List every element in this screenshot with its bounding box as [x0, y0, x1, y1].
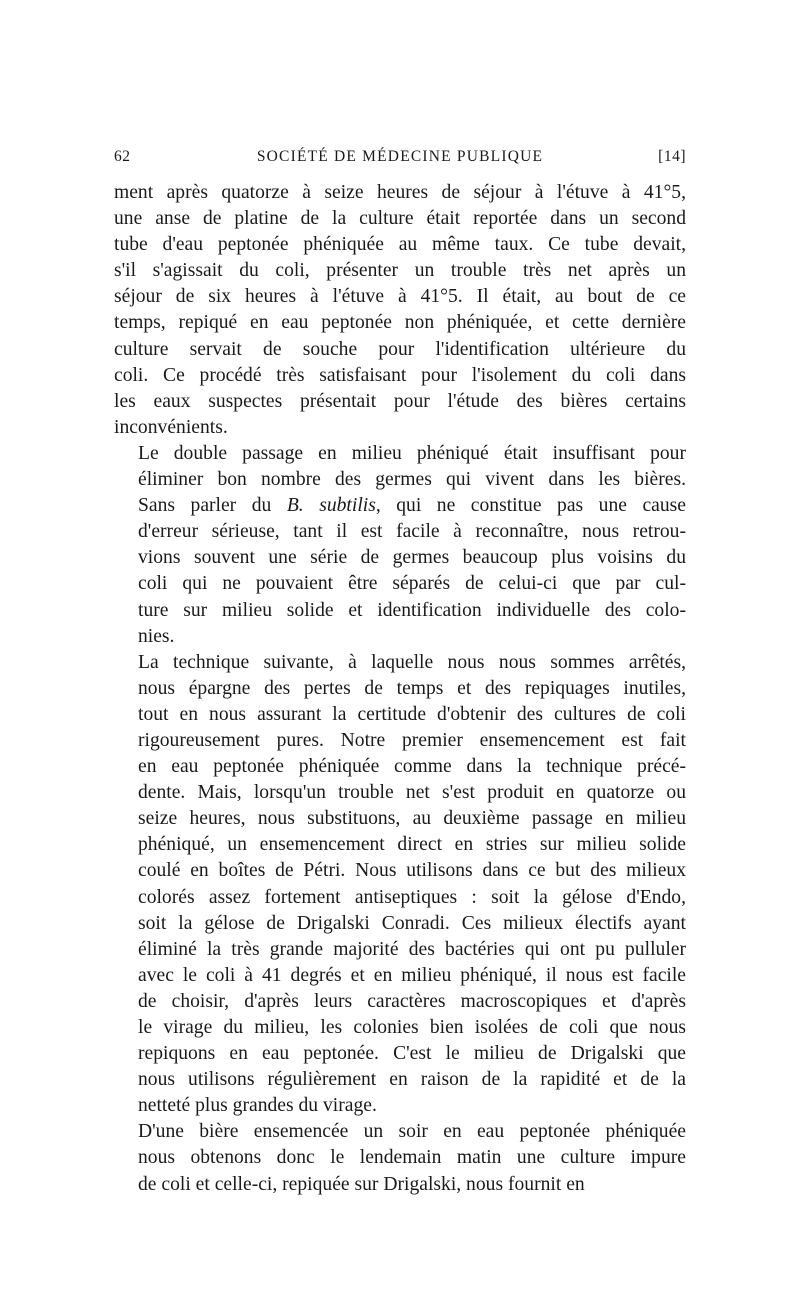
text-line: inconvénients.: [114, 416, 228, 438]
text-line: repiquons en eau peptonée. C'est le milieu de Drigalski que: [138, 1043, 686, 1065]
text-line: culture servait de souche pour l'identification ultérieure du: [114, 338, 686, 360]
text-line: ture sur milieu solide et identification individuelle des colo-: [138, 599, 686, 621]
text-line: coulé en boîtes de Pétri. Nous utilisons dans ce but des milieux: [138, 860, 686, 882]
text-line: dente. Mais, lorsqu'un trouble net s'est produit en quatorze ou: [138, 782, 686, 804]
text-line: éliminer bon nombre des germes qui vivent dans les bières.: [138, 469, 686, 491]
text-line: Le double passage en milieu phéniqué était insuffisant pour: [138, 442, 686, 464]
body-text: [114, 180, 686, 1198]
text-line: en eau peptonée phéniquée comme dans la technique précé-: [138, 756, 686, 778]
running-header: [114, 148, 686, 172]
page-number: 62: [114, 148, 131, 165]
paragraph: [114, 650, 686, 1120]
running-title: SOCIÉTÉ DE MÉDECINE PUBLIQUE: [256, 148, 544, 165]
text-line: avec le coli à 41 degrés et en milieu phéniqué, il nous est facile: [138, 964, 686, 986]
text-line: coli qui ne pouvaient être séparés de celui-ci que par cul-: [138, 573, 686, 595]
text-line: rigoureusement pures. Notre premier ensemencement est fait: [138, 729, 686, 751]
text-line: de choisir, d'après leurs caractères macroscopiques et d'après: [138, 990, 686, 1012]
paragraph: [114, 180, 686, 441]
text-line: nies.: [138, 625, 175, 647]
text-line: netteté plus grandes du virage.: [138, 1095, 377, 1117]
text-line: une anse de platine de la culture était reportée dans un second: [114, 208, 686, 230]
text-line: tube d'eau peptonée phéniquée au même taux. Ce tube devait,: [114, 234, 686, 256]
text-line: Sans parler du B. subtilis, qui ne constitue pas une cause: [138, 495, 686, 517]
text-line: phéniqué, un ensemencement direct en stries sur milieu solide: [138, 834, 686, 856]
text-line: éliminé la très grande majorité des bactéries qui ont pu pulluler: [138, 938, 686, 960]
species-name: B. subtilis: [286, 495, 376, 517]
paragraph: [114, 1119, 686, 1197]
text-line: de coli et celle-ci, repiquée sur Drigalski, nous fournit en: [138, 1173, 585, 1195]
text-line: nous obtenons donc le lendemain matin une culture impure: [138, 1147, 686, 1169]
text-line: colorés assez fortement antiseptiques : soit la gélose d'Endo,: [138, 886, 686, 908]
text-line: D'une bière ensemencée un soir en eau peptonée phéniquée: [138, 1121, 686, 1143]
text-line: nous épargne des pertes de temps et des repiquages inutiles,: [138, 677, 686, 699]
text-line: nous utilisons régulièrement en raison de la rapidité et de la: [138, 1069, 686, 1091]
paragraph: [114, 441, 686, 650]
text-line: tout en nous assurant la certitude d'obtenir des cultures de coli: [138, 703, 686, 725]
text-line: seize heures, nous substituons, au deuxième passage en milieu: [138, 808, 686, 830]
text-line: ment après quatorze à seize heures de séjour à l'étuve à 41°5,: [114, 182, 686, 203]
text-line: coli. Ce procédé très satisfaisant pour l'isolement du coli dans: [114, 364, 686, 386]
text-line: d'erreur sérieuse, tant il est facile à reconnaître, nous retrou-: [138, 521, 686, 543]
section-number: [14]: [658, 148, 686, 165]
text-line: séjour de six heures à l'étuve à 41°5. Il était, au bout de ce: [114, 286, 686, 308]
text-line: les eaux suspectes présentait pour l'étude des bières certains: [114, 390, 686, 412]
text-line: temps, repiqué en eau peptonée non phéniquée, et cette dernière: [114, 312, 686, 334]
text-line: La technique suivante, à laquelle nous nous sommes arrêtés,: [138, 651, 686, 673]
text-line: le virage du milieu, les colonies bien isolées de coli que nous: [138, 1017, 686, 1038]
text-line: s'il s'agissait du coli, présenter un trouble très net après un: [114, 260, 686, 282]
text-line: vions souvent une série de germes beaucoup plus voisins du: [138, 547, 686, 569]
text-line: soit la gélose de Drigalski Conradi. Ces milieux électifs ayant: [138, 912, 686, 934]
